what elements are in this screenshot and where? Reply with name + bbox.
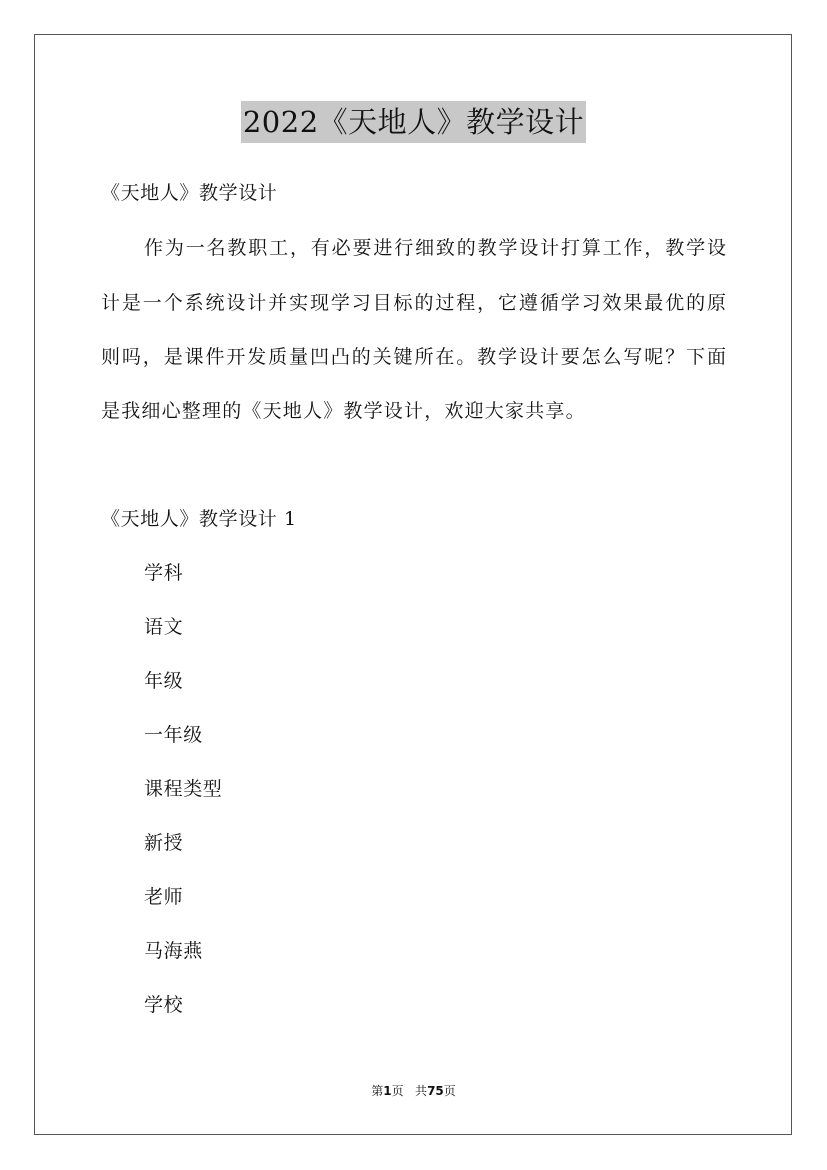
field-course-type-label: 课程类型 xyxy=(144,778,223,800)
intro-line-4: 是我细心整理的《天地人》教学设计，欢迎大家共享。 xyxy=(101,400,586,422)
intro-line-1: 作为一名教职工，有必要进行细致的教学设计打算工作，教学设 xyxy=(144,237,726,259)
field-school-label: 学校 xyxy=(144,994,184,1016)
field-teacher-value: 马海燕 xyxy=(144,940,203,962)
document-title: 2022《天地人》教学设计 xyxy=(241,101,586,143)
page-footer xyxy=(0,1083,827,1099)
footer-page-suffix: 页 xyxy=(391,1084,404,1098)
field-grade-label: 年级 xyxy=(144,670,184,692)
footer-total-suffix: 页 xyxy=(443,1084,456,1098)
section-heading: 《天地人》教学设计 1 xyxy=(101,508,297,530)
intro-line-2: 计是一个系统设计并实现学习目标的过程，它遵循学习效果最优的原 xyxy=(101,292,726,314)
footer-total-prefix: 共 xyxy=(415,1084,428,1098)
title-container xyxy=(0,101,827,143)
footer-prefix: 第 xyxy=(371,1084,384,1098)
intro-line-3: 则吗，是课件开发质量凹凸的关键所在。教学设计要怎么写呢？下面 xyxy=(101,346,726,368)
field-subject-label: 学科 xyxy=(144,562,184,584)
field-subject-value: 语文 xyxy=(144,616,184,638)
current-page-number: 1 xyxy=(383,1084,392,1098)
total-pages-number: 75 xyxy=(427,1084,444,1098)
field-course-type-value: 新授 xyxy=(144,832,184,854)
field-teacher-label: 老师 xyxy=(144,886,184,908)
document-subtitle: 《天地人》教学设计 xyxy=(101,182,278,204)
field-grade-value: 一年级 xyxy=(144,724,203,746)
